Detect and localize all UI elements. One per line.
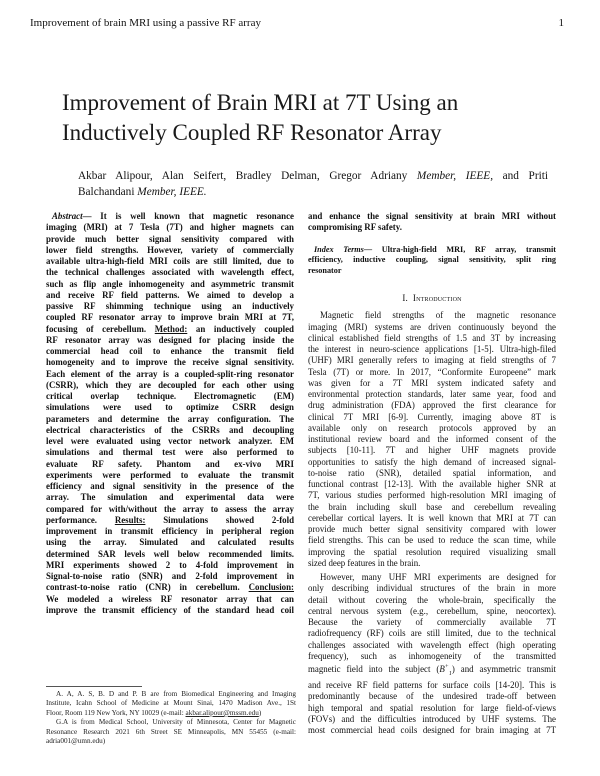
footnote-line: adria001@umn.edu) <box>46 737 106 746</box>
intro-line: high temporal and spatial resolution for large field-of-views <box>308 702 556 713</box>
conclusion-label: Conclusion: <box>248 582 294 593</box>
intro-line: only describing individual structures of the brain in more <box>308 583 556 594</box>
paper-title-line-1: Improvement of Brain MRI at 7T Using an <box>62 90 459 115</box>
abstract-text: focusing of cerebellum. <box>46 323 155 334</box>
abstract-line: provide much better signal sensitivity compared with <box>46 233 294 244</box>
intro-line: Because the variety of commercially available 7T <box>308 617 556 627</box>
abstract-line <box>46 582 294 593</box>
author-line-2 <box>78 184 548 200</box>
abstract-line: compared for with/without the array to assess the array <box>46 503 294 514</box>
intro-text: magnetic field into the subject ( <box>308 663 440 674</box>
footnote-line: Institute, Icahn School of Medicine at Mount Sinai, 1470 Madison Ave., 1St <box>46 699 296 708</box>
intro-line: clinical 7T MRI [6-9]. Currently, imaging above 8T is <box>308 411 556 422</box>
abstract-text: contrast-to-noise ratio (CNR) in cerebellum. <box>46 582 249 593</box>
abstract-line: the technical challenges associated with wavelength effect, <box>46 267 294 278</box>
abstract-line: We modeled a wireless RF resonator array that can <box>46 593 294 604</box>
abstract-line: improve the transmit efficiency of the standard head coil <box>46 604 294 615</box>
paper-title-line-2: Inductively Coupled RF Resonator Array <box>62 120 442 145</box>
right-column <box>308 211 556 736</box>
footnote-text: ) <box>258 708 262 717</box>
intro-line: field strengths. This can be used to reduce the scan time, while <box>308 535 556 546</box>
email-link[interactable]: akbar.alipour@mssm.edu <box>185 708 259 717</box>
abstract-line: MRI experiments showed 2 to 4-fold improvement in <box>46 559 294 570</box>
intro-line: environmental protection standards, later same year, food and <box>308 389 556 399</box>
intro-line: was given for a 7T MRI system indicated safety and <box>308 377 556 388</box>
abstract-line <box>46 211 294 222</box>
intro-line <box>308 662 556 680</box>
intro-line: frequency), such as inhomogeneity of the transmitted <box>308 650 556 661</box>
results-label: Results: <box>114 514 146 525</box>
intro-line: challenges associated with wavelength effect (high operating <box>308 639 556 650</box>
footnote-line <box>46 709 296 718</box>
abstract-line: available ultra-high-field MRI coils are still limited, due to <box>46 256 294 266</box>
abstract-text: performance. <box>46 514 115 525</box>
index-terms-line: efficiency, inductive coupling, signal sensitivity, split ring <box>308 255 556 264</box>
intro-line: cerebellar cortical layers. It is well known that MRI at 7T can <box>308 512 556 523</box>
abstract-line: (CSRR), which they are decoupled for each other using <box>46 379 294 390</box>
abstract-line: coupled RF resonator array to improve brain MRI at 7T, <box>46 312 294 323</box>
intro-line: functional contrast [12-13]. With the available higher SNR at <box>308 479 556 489</box>
intro-line: improving the spatial resolution required visualizing small <box>308 546 556 557</box>
index-terms-line: resonator <box>308 265 342 275</box>
abstract-line: evaluate RF safety. Phantom and ex-vivo MRI <box>46 458 294 469</box>
intro-line: (UHF) MRI generally refers to imaging at field strengths of 7 <box>308 355 556 366</box>
intro-line: radiofrequency (RF) coils are still limited, due to the technical <box>308 628 556 639</box>
section-title: Introduction <box>412 293 462 303</box>
author-membership-2: Member, IEEE. <box>137 186 207 198</box>
abstract-line: critical overlap technique. Electromagnetic (EM) <box>46 391 294 401</box>
intro-line: 7T, various studies performed high-resolution MRI imaging of <box>308 490 556 501</box>
author-names-1-end: and Priti <box>493 170 548 182</box>
abstract-line <box>46 515 294 526</box>
b1-plus-symbol <box>439 663 452 677</box>
index-terms-label: Index Terms <box>314 244 364 254</box>
abstract-line: simulations and thermal test were also performed to <box>46 447 294 458</box>
abstract-line: experiments were performed to evaluate the transmit <box>46 469 294 480</box>
abstract-line: level were evaluated using vector network analyzer. EM <box>46 436 294 446</box>
abstract-line: RF resonator array was designed for placing inside the <box>46 334 294 345</box>
intro-line: the interest in neuro-science applications [1-5]. Ultra-high-filed <box>308 344 556 354</box>
abstract-line: array. The simulation and experimental data were <box>46 492 294 503</box>
abstract-line: simulations were used to optimize CSRR design <box>46 402 294 413</box>
abstract-line: efficiency and signal sensitivity in the presence of the <box>46 481 294 491</box>
paper-title <box>62 88 552 148</box>
intro-line: drug administration (FDA) approved the first clearance for <box>308 400 556 411</box>
running-header-title: Improvement of brain MRI using a passive RF array <box>30 17 261 29</box>
intro-line: Tesla (7T) or more. In 2017, “Conformite Europeene” mark <box>308 366 556 377</box>
intro-paragraph-2 <box>308 572 556 736</box>
intro-line: the brain including skull base and cerebellum revealing <box>308 501 556 512</box>
section-number: I. <box>402 293 408 303</box>
intro-line: imaging (MRI) systems are driven continuously beyond the <box>308 321 556 332</box>
footnote-divider <box>46 686 142 687</box>
footnote-line: Resonance Research 2021 6th Street SE Minneapolis, MN 55455 (e-mail: <box>46 727 296 736</box>
intro-line: detail without covering the whole-brain, specifically the <box>308 594 556 605</box>
abstract-text: an inductively coupled <box>195 323 294 334</box>
intro-line: subjects [10-11]. 7T and higher UHF magnets provide <box>308 445 556 456</box>
intro-line: clinical established field strengths of 1.5 and 3T by increasing <box>308 332 556 343</box>
author-list <box>78 168 548 200</box>
abstract-line: commercial head coil to enhance the transmit field <box>46 346 294 356</box>
abstract-line: electrical characteristics of the CSRRs and decoupling <box>46 424 294 435</box>
intro-line: sized deep features in the brain. <box>308 557 421 568</box>
index-terms-text: — Ultra-high-field MRI, RF array, transmit <box>363 244 556 254</box>
section-heading <box>308 293 556 304</box>
index-terms-line <box>308 245 556 256</box>
abstract-line: Each element of the array is a coupled-split-ring resonator <box>46 368 294 379</box>
intro-line: available only on research protocols approved by an <box>308 422 556 433</box>
page-number: 1 <box>558 17 564 29</box>
abstract-line: parameters and determine the array configuration. The <box>46 413 294 424</box>
abstract-line: imaging (MRI) at 7 Tesla (7T) and higher magnets can <box>46 222 294 233</box>
intro-text: ) and asymmetric transmit <box>451 663 556 674</box>
abstract-text: — It is well known that magnetic resonance <box>82 211 294 221</box>
intro-line: provide much better signal sensitivity compared with lower <box>308 524 556 534</box>
b1-sup: + <box>444 664 449 670</box>
footnote-line: A. A, A. S, B. D and P. B are from Biomedical Engineering and Imaging <box>56 690 296 698</box>
intro-paragraph-1 <box>308 310 556 569</box>
abstract-label: Abstract <box>52 211 83 221</box>
b1-symbol: B <box>439 663 445 674</box>
intro-line: institutional review board and the informed consent of the <box>308 434 556 444</box>
author-names-2: Balchandani <box>78 186 138 198</box>
intro-line: (FOVs) and the difficulties introduced by UHF systems. The <box>308 713 556 724</box>
index-terms <box>308 245 556 277</box>
intro-line: most commercial head coils designed for brain imaging at 7T <box>308 725 556 735</box>
abstract-line: using the array. Simulated and calculated results <box>46 537 294 548</box>
footnote-text: Floor, Room 119 New York, NY 10029 (e-mail: <box>46 708 186 717</box>
abstract-line: compromising RF safety. <box>308 222 402 233</box>
footnote <box>46 690 296 746</box>
intro-line: to-noise ratio (SNR), detailed spatial information, and <box>308 467 556 478</box>
abstract-line: improvement in transmit efficiency in peripheral region <box>46 526 294 536</box>
abstract-line: Signal-to-noise ratio (SNR) and 2-fold improvement in <box>46 571 294 581</box>
author-names-1: Akbar Alipour, Alan Seifert, Bradley Delman, Gregor Adriany <box>78 170 417 182</box>
abstract-text: Simulations showed 2-fold <box>145 514 295 525</box>
author-line-1 <box>78 168 548 184</box>
abstract-section <box>46 211 294 616</box>
intro-line: However, many UHF MRI experiments are designed for <box>320 572 556 582</box>
intro-line: Magnetic field strengths of the magnetic resonance <box>320 310 556 321</box>
abstract-line: lower field strengths. However, variety of commercially <box>46 244 294 255</box>
footnote-line: G.A is from Medical School, University of Minnesota, Center for Magnetic <box>56 718 296 727</box>
intro-line: predominantly because of the undesired trade-off between <box>308 691 556 702</box>
abstract-line: determined SAR levels well below recommended limits. <box>46 548 294 559</box>
method-label: Method: <box>154 323 188 334</box>
intro-line: central nervous system (e.g., cerebellum, spine, neocortex). <box>308 605 556 616</box>
abstract-line: passive RF shimming technique using an inductively <box>46 301 294 311</box>
author-membership-1: Member, IEEE, <box>416 170 494 182</box>
abstract-line: and receive RF field patterns. We aimed to develop a <box>46 289 294 300</box>
abstract-line: and enhance the signal sensitivity at brain MRI without <box>308 211 556 221</box>
intro-line: and receive RF field patterns for surface coils [14-20]. This is <box>308 680 556 690</box>
abstract-line <box>46 324 294 335</box>
b1-sub: 1 <box>448 670 452 677</box>
abstract-line: such as flip angle inhomogeneity and asymmetric transmit <box>46 278 294 289</box>
intro-line: opportunities to satisfy the high demand of increased signal- <box>308 456 556 467</box>
abstract-line: homogeneity and to improve the receive signal sensitivity. <box>46 357 294 368</box>
